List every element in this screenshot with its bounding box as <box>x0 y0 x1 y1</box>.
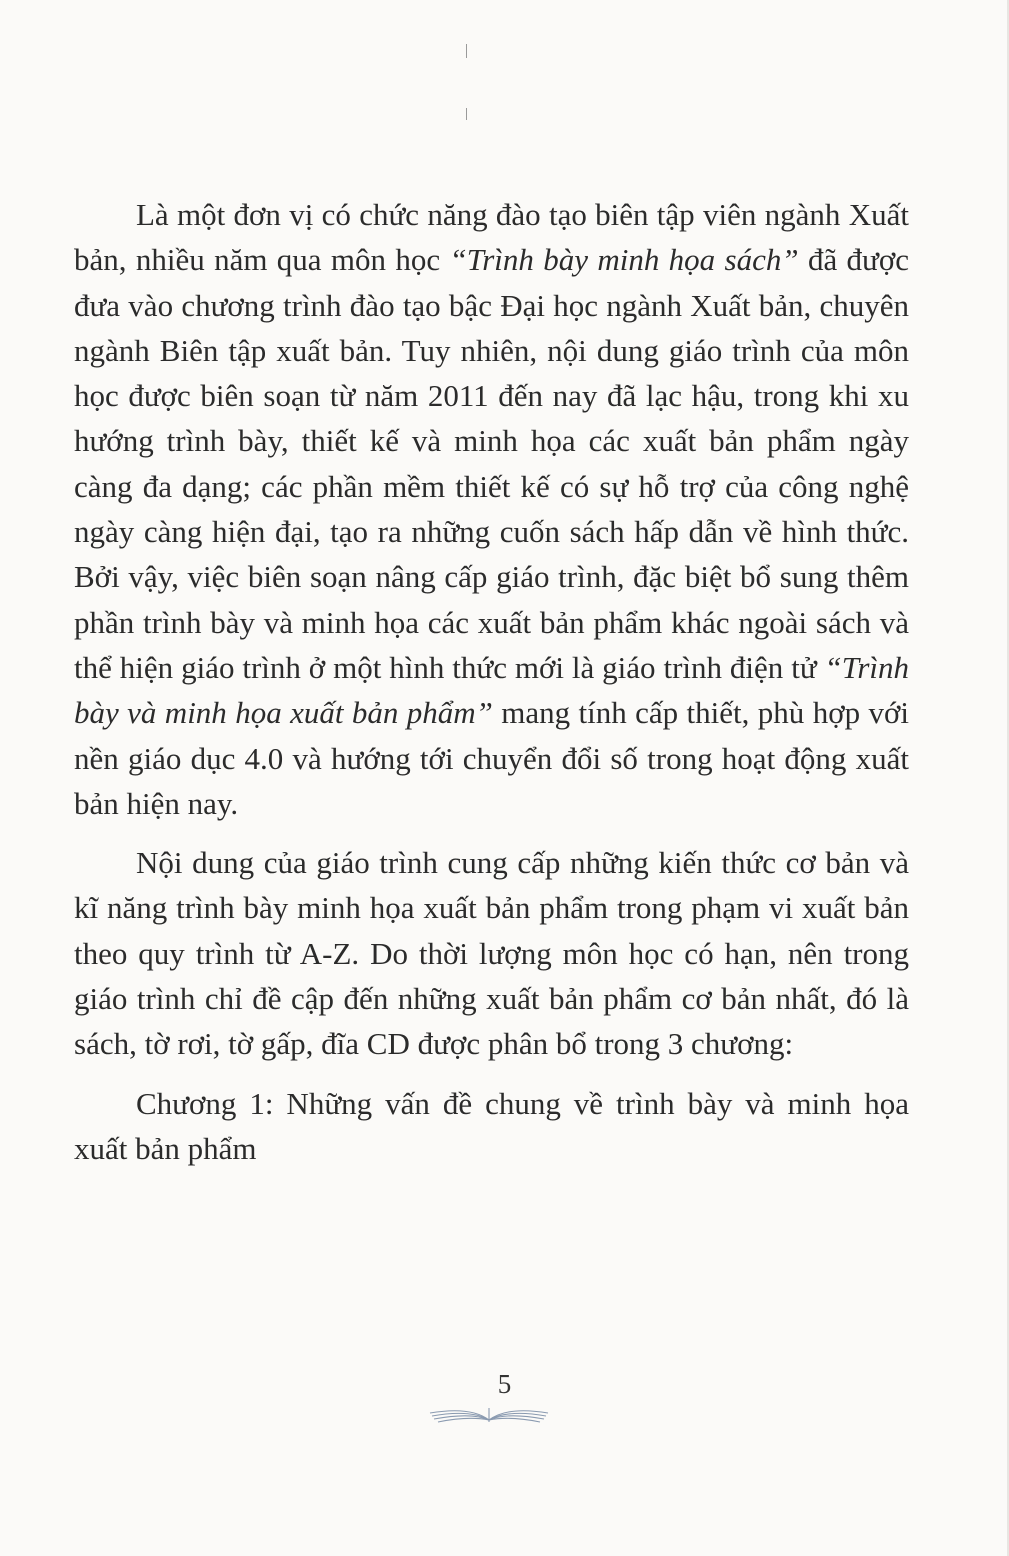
course-title-new: “Trình bày và minh họa xuất bản phẩm” <box>74 649 909 731</box>
paragraph-content-overview-text: Nội dung của giáo trình cung cấp những kiến thức cơ bản và kĩ năng trình bày minh họa xuất bản phẩm trong phạm vi xuất bản theo quy trình từ A-Z. Do thời lượng môn học có hạn, nên trong giáo trình chỉ đề cập đến những xuất bản phẩm cơ bản nhất, đó là sách, tờ rơi, tờ gấp, đĩa CD được phân bổ trong 3 chương: <box>74 845 909 1062</box>
paragraph-chapter-1 <box>74 1081 909 1172</box>
page-number: 5 <box>497 1369 512 1399</box>
paragraph-intro-text-2: đã được đưa vào chương trình đào tạo bậc Đại học ngành Xuất bản, chuyên ngành Biên tập xuất bản. Tuy nhiên, nội dung giáo trình của môn học được biên soạn từ năm 2011 đến nay đã lạc hậu, trong khi xu hướng trình bày, thiết kế và minh họa các xuất bản phẩm ngày càng đa dạng; các phần mềm thiết kế có sự hỗ trợ của công nghệ ngày càng hiện đại, tạo ra những cuốn sách hấp dẫn về hình thức. Bởi vậy, việc biên soạn nâng cấp giáo trình, đặc biệt bổ sung thêm phần trình bày và minh họa các xuất bản phẩm khác ngoài sách và thể hiện giáo trình ở một hình thức mới là giáo trình điện tử <box>74 242 910 685</box>
crop-mark-top-second <box>466 108 467 120</box>
open-book-icon <box>424 1400 554 1426</box>
paragraph-intro <box>74 192 909 826</box>
crop-mark-top <box>466 44 467 58</box>
chapter-1-title: Chương 1: Những vấn đề chung về trình bày và minh họa xuất bản phẩm <box>74 1085 909 1166</box>
body-text <box>74 192 909 1171</box>
paragraph-intro-text-1: Là một đơn vị có chức năng đào tạo biên tập viên ngành Xuất bản, nhiều năm qua môn học <box>74 197 909 278</box>
course-title-old: “Trình bày minh họa sách” <box>449 242 799 278</box>
paragraph-intro-text-3: mang tính cấp thiết, phù hợp với nền giáo dục 4.0 và hướng tới chuyển đổi số trong hoạt động xuất bản hiện nay. <box>74 695 909 821</box>
paragraph-content-overview <box>74 840 909 1066</box>
